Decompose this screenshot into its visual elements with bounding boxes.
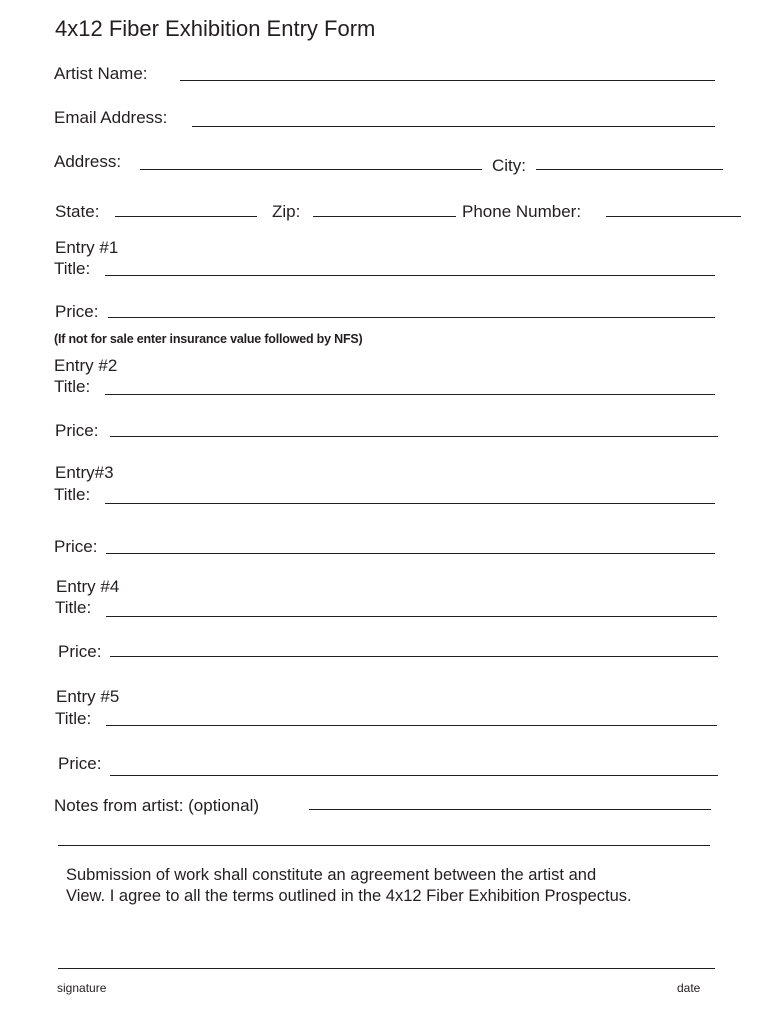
entry-1-price-label: Price:: [55, 302, 99, 321]
city-label: City:: [492, 156, 526, 175]
entry-1-heading: Entry #1: [55, 238, 119, 257]
entry-3-heading: Entry#3: [55, 463, 114, 482]
form-title: 4x12 Fiber Exhibition Entry Form: [55, 16, 376, 41]
date-label: date: [677, 981, 701, 995]
entry-2-price-field[interactable]: [110, 436, 718, 437]
phone-field[interactable]: [606, 216, 741, 217]
zip-field[interactable]: [313, 216, 456, 217]
entry-3-price-field[interactable]: [106, 553, 715, 554]
entry-2-price-label: Price:: [55, 421, 99, 440]
entry-4-title-field[interactable]: [106, 616, 717, 617]
artist-name-label: Artist Name:: [54, 64, 148, 83]
signature-label: signature: [57, 981, 107, 995]
agreement-line-1: Submission of work shall constitute an agreement between the artist and: [66, 866, 597, 884]
state-label: State:: [55, 202, 100, 221]
agreement-line-2: View. I agree to all the terms outlined in the 4x12 Fiber Exhibition Prospectus.: [66, 887, 632, 905]
email-label: Email Address:: [54, 108, 168, 127]
address-label: Address:: [54, 152, 122, 171]
city-field[interactable]: [536, 169, 723, 170]
entry-4-heading: Entry #4: [56, 577, 120, 596]
notes-label: Notes from artist: (optional): [54, 796, 260, 815]
address-field[interactable]: [140, 169, 482, 170]
state-field[interactable]: [115, 216, 257, 217]
entry-2-title-field[interactable]: [105, 394, 715, 395]
entry-5-price-label: Price:: [58, 754, 102, 773]
nfs-note: (If not for sale enter insurance value followed by NFS): [54, 332, 363, 346]
notes-field[interactable]: [309, 809, 711, 810]
entry-5-title-field[interactable]: [106, 725, 717, 726]
email-field[interactable]: [192, 126, 715, 127]
entry-3-title-field[interactable]: [105, 503, 715, 504]
signature-field[interactable]: [58, 968, 715, 969]
entry-2-heading: Entry #2: [54, 356, 118, 375]
entry-3-title-label: Title:: [54, 485, 91, 504]
entry-5-title-label: Title:: [55, 709, 92, 728]
phone-label: Phone Number:: [462, 202, 582, 221]
entry-5-price-field[interactable]: [110, 775, 718, 776]
entry-1-title-label: Title:: [54, 259, 91, 278]
entry-3-price-label: Price:: [54, 537, 98, 556]
entry-4-price-field[interactable]: [110, 656, 718, 657]
entry-1-price-field[interactable]: [108, 317, 715, 318]
notes-field-line-2[interactable]: [58, 845, 710, 846]
entry-4-title-label: Title:: [55, 598, 92, 617]
entry-4-price-label: Price:: [58, 642, 102, 661]
entry-5-heading: Entry #5: [56, 687, 120, 706]
zip-label: Zip:: [272, 202, 301, 221]
artist-name-field[interactable]: [180, 80, 715, 81]
agreement-text: [66, 865, 716, 907]
entry-1-title-field[interactable]: [105, 275, 715, 276]
entry-2-title-label: Title:: [54, 377, 91, 396]
